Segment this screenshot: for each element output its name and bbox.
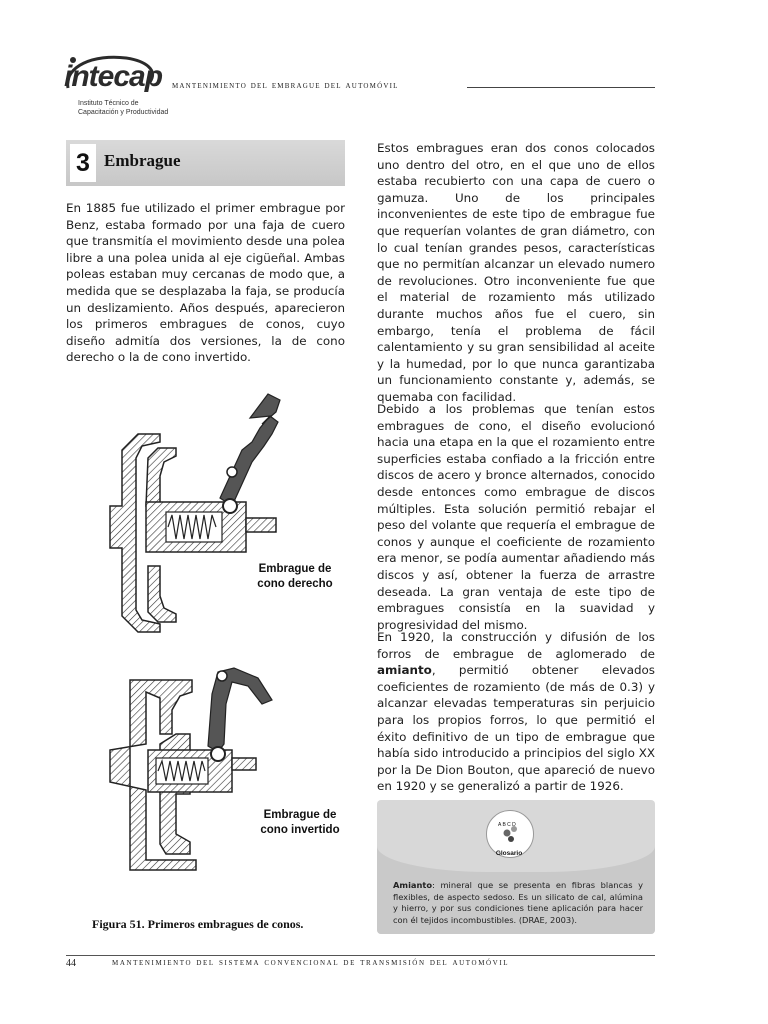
label-cono-invertido: Embrague de cono invertido [260,809,340,836]
header-title: mantenimiento del embrague del automóvil [172,80,399,91]
header-rule [467,87,655,88]
glossary-badge-label: Glosario [495,850,523,857]
page-number: 44 [66,958,76,969]
cone-clutch-inverted-diagram [100,664,300,878]
section-title: Embrague [104,151,181,170]
badge-letters: A B C D [498,822,516,828]
paragraph-asbestos: En 1920, la construcción y difusión de los forros de embrague de aglomerado de amianto, permitió obtener elevados coeficientes de rozamiento (de más de 0.3) y alcanzar elevadas temperaturas sin perjuicio para los propios forros, lo que permitió el éxito definitivo de un tipo de embrague que había sido introducido a principios del siglo XX por la De Dion Bouton, que apareció de nuevo en 1920 y se generalizó a partir de 1926. [377,630,655,794]
cone-clutch-direct-diagram [100,388,300,636]
intecap-logo [64,52,169,120]
logo-subtitle: Instituto Técnico de Capacitación y Productividad [78,100,169,116]
intro-paragraph: En 1885 fue utilizado el primer embrague por Benz, estaba formado por una faja de cuero que transmitía el movimiento desde una polea libre a una polea unida al eje cigüeñal. Ambas poleas estaban muy cercanas de modo que, a medida que se desplazaba la faja, se producía un deslizamiento. Años después, aparecieron los primeros embragues de conos, cuyo diseño admitía dos versiones, la de cono derecho o la de cono invertido. [66,201,345,365]
footer-rule [66,955,655,956]
footer-title: mantenimiento del sistema convencional de transmisión del automóvil [112,957,510,968]
section-number: 3 [70,144,96,182]
figure-caption: Figura 51. Primeros embragues de conos. [92,917,304,931]
glossary-definition: Amianto: mineral que se presenta en fibras blancas y flexibles, de aspecto sedoso. Es un silicato de cal, alúmina y hierro, y por sus condiciones tiene aplicación para hacer con él tejidos incombustibles. (DRAE, 2003). [393,880,643,925]
paragraph-multidisc: Debido a los problemas que tenían estos embragues de cono, el diseño evolucionó hacia una etapa en la que el rozamiento entre superficies estaba confiado a la fricción entre discos de acero y bronce alternados, conocido desde entonces como embrague de discos múltiples. Esta solución permitió rebajar el peso del volante que requería el embrague de conos y aunque el coeficiente de rozamiento era menor, se podía aumentar añadiendo más discos y así, obtener la fuerza de arrastre deseada. La gran ventaja de este tipo de embragues consistía en la suavidad y progresividad del mismo. [377,402,655,632]
label-cono-derecho: Embrague de cono derecho [257,563,333,590]
logo-wordmark: intecap [64,60,163,93]
paragraph-cones: Estos embragues eran dos conos colocados uno dentro del otro, en el que uno de ellos estaba recubierto con una capa de cuero o gamuza. Uno de los principales inconvenientes de este tipo de embrague fue que requerían volantes de gran diámetro, con lo cual tenían grandes pesos, características que no permitían alcanzar un elevado numero de revoluciones. Otro inconveniente fue que el material de rozamiento más utilizado durante muchos años fue el cuero, sin embargo, tenía el problema de fácil calentamiento y su gran sensibilidad al aceite y la humedad, por lo que nunca garantizaba un funcionamiento constante y, además, se quemaba con facilidad. [377,141,655,404]
